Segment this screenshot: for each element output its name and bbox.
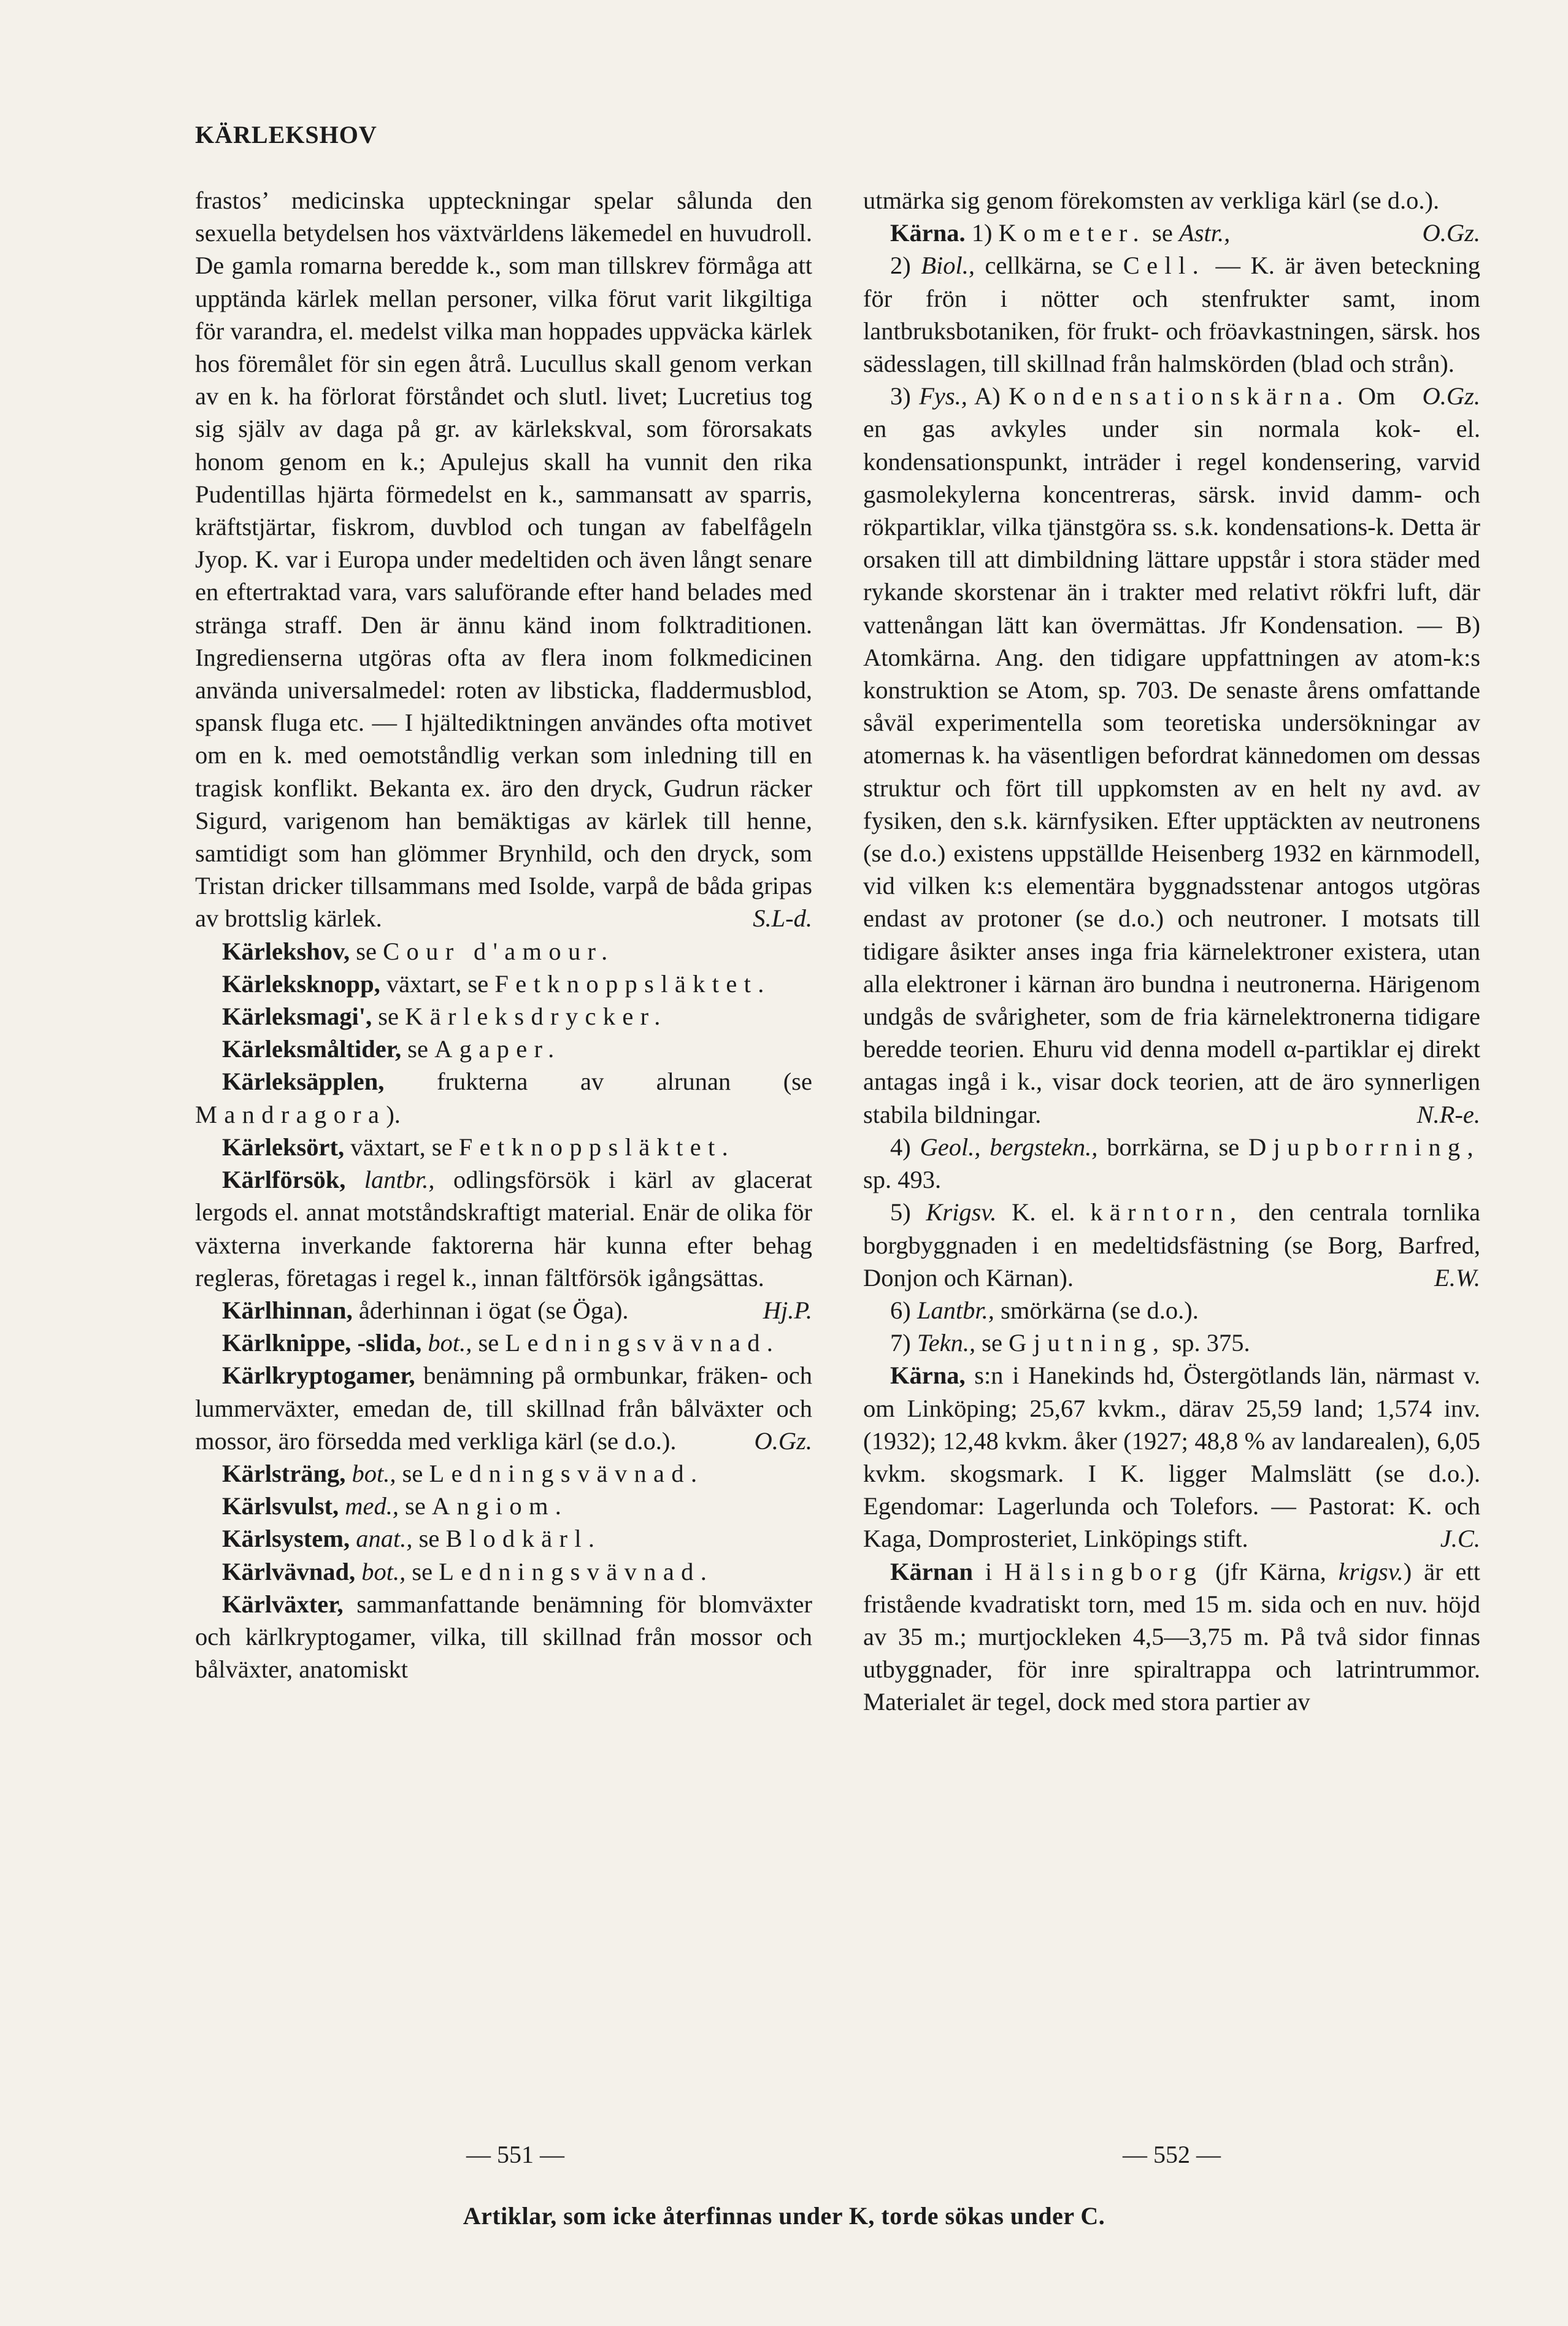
headword: Kärlväxter, (222, 1590, 344, 1618)
headword: Kärlhinnan, (222, 1296, 353, 1324)
field-label: Tekn., (917, 1329, 976, 1357)
footer-note: Artiklar, som icke återfinnas under K, torde sökas under C. (463, 2202, 1105, 2230)
entry (195, 1327, 812, 1359)
entry-text: 2) (890, 252, 921, 280)
entry-text: (jfr Kärna, (1203, 1557, 1339, 1585)
field-label: med., (339, 1492, 399, 1520)
author-signature: N.R-e. (1416, 1100, 1480, 1128)
author-signature: Hj.P. (763, 1296, 812, 1324)
entry-text: se (1145, 219, 1179, 247)
cross-reference: Fetknoppsläktet. (494, 969, 771, 998)
entry-text: se (396, 1459, 429, 1487)
entry (195, 1294, 812, 1327)
headword: Kärnan (890, 1557, 974, 1585)
entry (863, 1555, 1480, 1719)
field-label: Astr., (1178, 219, 1231, 247)
cross-reference: Mandragora (195, 1100, 386, 1128)
cross-reference: Cell. (1123, 252, 1206, 280)
cross-reference: Hälsingborg (1004, 1557, 1204, 1585)
entry-text: se (401, 1035, 435, 1063)
entry-text: växtart, se (344, 1133, 459, 1161)
entry-text: smörkärna (se d.o.). (994, 1296, 1199, 1324)
headword: Kärleksäpplen, (222, 1068, 385, 1096)
entry-text: se (372, 1003, 405, 1031)
entry-text: K. el. (996, 1198, 1091, 1227)
entry (195, 1359, 812, 1457)
headword: Kärlknippe, -slida, (222, 1329, 422, 1357)
field-label: Fys., (919, 382, 967, 410)
entry (863, 217, 1480, 249)
cross-reference: Ledningsvävnad. (505, 1329, 780, 1357)
entry-text: se (405, 1557, 439, 1585)
cross-reference: Cour d'amour. (383, 937, 615, 965)
entry-text: 3) (890, 382, 920, 410)
field-label: Biol., (921, 252, 975, 280)
entry-text: frastos’ medicinska uppteckningar spelar sålunda den sexuella betydelsen hos växtvärldens läkemedel en huvudroll. De gamla romarna beredde k., som man tillskrev förmåga att upptända kärlek mellan personer, vilka förut varit likgiltiga för varandra, el. medelst vilka man hoppades uppväcka kärlek hos föremålet för sin egen åtrå. Lucullus skall genom verkan av en k. ha förlorat förståndet och slutl. livet; Lucretius tog sig själv av daga på gr. av kärlekskval, som förorsakats honom genom en k.; Apulejus skall ha vunnit den rika Pudentillas hjärta förmedelst en k., sammansatt av sparris, kräftstjärtar, fiskrom, duvblod och tungan av fabelfågeln Jyop. K. var i Europa under medeltiden och även långt senare en eftertraktad vara, vars saluförande efter hand belades med stränga straff. Den är ännu känd inom folktraditionen. Ingredienserna utgöras ofta av flera inom folkmedicinen använda universalmedel: roten av libsticka, fladdermusblod, spansk fluga etc. — I hjältediktningen användes ofta motivet om en k. med oemotståndlig verkan som inledning till en tragisk konflikt. Bekanta ex. äro den dryck, Gudrun räcker Sigurd, varigenom han bemäktigas av kärlek till henne, samtidigt som han glömmer Brynhild, och den dryck, som Tristan dricker tillsammans med Isolde, varpå de båda gripas av brottslig kärlek. (195, 187, 812, 933)
entry (195, 1457, 812, 1490)
headword: Kärlkryptogamer, (222, 1361, 415, 1390)
entry-text: se (399, 1492, 432, 1520)
headword: Kärlsvulst, (222, 1492, 339, 1520)
cross-reference: kärntorn, (1090, 1198, 1243, 1227)
cross-reference: Kometer. (998, 219, 1146, 247)
cross-reference: Gjutning, (1009, 1329, 1166, 1357)
cross-reference: Kondensationskärna. (1009, 382, 1350, 410)
cross-reference: Fetknoppsläktet. (458, 1133, 736, 1161)
entry-text: 1) (965, 219, 999, 247)
entry (195, 1522, 812, 1555)
entry-text: växtart, se (380, 969, 495, 998)
entry-text: sp. 375. (1166, 1329, 1250, 1357)
author-signature: E.W. (1434, 1263, 1480, 1292)
cross-reference: Ledningsvävnad. (439, 1557, 714, 1585)
entry (863, 1359, 1480, 1555)
left-column (195, 184, 812, 1685)
author-signature: O.Gz. (1422, 219, 1480, 247)
entry (863, 380, 1480, 1131)
entry (195, 935, 812, 968)
field-label: krigsv. (1338, 1557, 1404, 1585)
entry (195, 1588, 812, 1686)
entry (195, 1033, 812, 1065)
entry-text: odlingsförsök i kärl av glacerat lergods el. annat motståndskraftigt material. Enär de olika för växterna inverkande faktorerna här kunna efter behag regleras, företagas i regel k., innan fältförsök igångsättas. (195, 1166, 812, 1292)
author-signature: O.Gz. (754, 1427, 812, 1455)
author-signature: J.C. (1440, 1525, 1480, 1553)
entry-text: den centrala tornlika borgbyggnaden i en medeltidsfästning (se Borg, Barfred, Donjon och Kärnan). (863, 1198, 1480, 1292)
headword: Kärlekshov, (222, 937, 350, 965)
field-label: anat., (350, 1525, 413, 1553)
entry-text: 5) (890, 1198, 926, 1227)
entry-text: utmärka sig genom förekomsten av verkliga kärl (se d.o.). (863, 187, 1440, 214)
headword: Kärleksört, (222, 1133, 345, 1161)
cross-reference: Ledningsvävnad. (429, 1459, 704, 1487)
field-label: lantbr., (345, 1166, 435, 1194)
entry (195, 1000, 812, 1033)
cross-reference: Djupborrning, (1248, 1133, 1480, 1161)
entry (863, 1131, 1480, 1196)
entry (195, 184, 812, 935)
page-number-right: — 552 — (1123, 2141, 1221, 2168)
entry-text: benämning på ormbunkar, fräken- och lummerväxter, emedan de, till skillnad från bålväxter och mossor, äro försedda med verkliga kärl (se d.o.). (195, 1361, 812, 1455)
headword: Kärna. (890, 219, 966, 247)
running-header: KÄRLEKSHOV (195, 121, 377, 148)
cross-reference: Agaper. (434, 1035, 561, 1063)
entry-text: s:n i Hanekinds hd, Östergötlands län, närmast v. om Linköping; 25,67 kvkm., därav 25,59 land; 1,574 inv. (1932); 12,48 kvkm. åker (1927; 48,8 % av landarealen), 6,05 kvkm. skogsmark. I K. ligger Malmslätt (se d.o.). Egendomar: Lagerlunda och Tolefors. — Pastorat: K. och Kaga, Domprosteriet, Linköpings stift. (863, 1361, 1480, 1553)
entry-text: i (973, 1557, 1005, 1585)
field-label: Geol., bergstekn., (920, 1133, 1098, 1161)
headword: Kärlsträng, (222, 1459, 346, 1487)
entry-text: frukterna av alrunan (se (384, 1068, 812, 1096)
field-label: Lantbr., (917, 1296, 994, 1324)
entry-text: cellkärna, se (974, 252, 1123, 280)
entry (863, 1196, 1480, 1294)
field-label: Krigsv. (926, 1198, 997, 1227)
right-column (863, 184, 1480, 1719)
entry-text: borrkärna, se (1097, 1133, 1248, 1161)
headword: Kärleksmagi', (222, 1003, 372, 1031)
field-label: bot., (345, 1459, 396, 1487)
entry-text: ) är ett fristående kvadratiskt torn, med 15 m. sida och en nuv. höjd av 35 m.; murtjockleken 4,5—3,75 m. På två sidor finnas utbyggnader, för inre spiraltrappa och latrintrummor. Materialet är tegel, dock med stora partier av (863, 1557, 1480, 1716)
author-signature: S.L-d. (753, 904, 812, 933)
entry-text: sp. 493. (863, 1166, 942, 1194)
entry (195, 1065, 812, 1130)
cross-reference: Blodkärl. (445, 1525, 602, 1553)
page-number-left: — 551 — (466, 2141, 564, 2168)
headword: Kärlförsök, (222, 1166, 346, 1194)
headword: Kärna, (890, 1361, 966, 1390)
headword: Kärleksmåltider, (222, 1035, 402, 1063)
entry (863, 1327, 1480, 1359)
entry (195, 1555, 812, 1588)
entry-text: ). (386, 1100, 401, 1128)
entry-text: se (975, 1329, 1009, 1357)
field-label: bot., (421, 1329, 472, 1357)
field-label: bot., (355, 1557, 406, 1585)
author-signature: O.Gz. (1422, 382, 1480, 410)
entry-text: — K. är även beteckning för frön i nötter och stenfrukter samt, inom lantbruksbotaniken, för frukt- och fröavkastningen, särsk. hos sädesslagen, till skillnad från halmskörden (blad och strån). (863, 252, 1480, 378)
entry-text: 4) (890, 1133, 920, 1161)
entry-text: A) (967, 382, 1009, 410)
entry (195, 1490, 812, 1522)
entry-text: Om en gas avkyles under sin normala kok- el. kondensationspunkt, inträder i regel kondensering, varvid gasmolekylerna koncentreras, särsk. invid damm- och rökpartiklar, vilka tjänstgöra ss. s.k. kondensations-k. Detta är orsaken till att dimbildning lättare uppstår i stora städer med rykande skorstenar än i trakter med relativt rökfri luft, där vattenångan lätt kan övermättas. Jfr Kondensation. — B) Atomkärna. Ang. den tidigare uppfattningen av atom-k:s konstruktion se Atom, sp. 703. De senaste årens omfattande såväl experimentella som teoretiska undersökningar av atomernas k. ha väsentligen befordrat kännedomen om dessas struktur och fört till uppkomsten av en helt ny avd. av fysiken, den s.k. kärnfysiken. Efter upptäckten av neutronens (se d.o.) existens uppställde Heisenberg 1932 en kärnmodell, vid vilken k:s elementära byggnadsstenar antogos utgöras endast av protoner (se d.o.) och neutroner. I motsats till tidigare åsikter anses inga fria kärnelektroner existera, utan alla elektroner i kärnan äro bundna i neutronerna. Härigenom undgås de svårigheter, som de fria kärnelektronerna tidigare beredde teorien. Ehuru vid denna modell α-partiklar ej direkt antagas ingå i k., visar dock teorien, att de äro synnerligen stabila bildningar. (863, 382, 1480, 1128)
entry (863, 1294, 1480, 1327)
entry-text: 7) (890, 1329, 917, 1357)
entry-text: se (412, 1525, 446, 1553)
entry-text: se (472, 1329, 505, 1357)
headword: Kärleksknopp, (222, 969, 380, 998)
headword: Kärlvävnad, (222, 1557, 356, 1585)
cross-reference: Angiom. (432, 1492, 569, 1520)
headword: Kärlsystem, (222, 1525, 350, 1553)
cross-reference: Kärleksdrycker. (405, 1003, 667, 1031)
entry-text: sammanfattande benämning för blomväxter och kärlkryptogamer, vilka, till skillnad från mossor och bålväxter, anatomiskt (195, 1590, 812, 1684)
entry (195, 968, 812, 1000)
entry-text: 6) (890, 1296, 917, 1324)
entry-text: se (350, 937, 383, 965)
entry (195, 1131, 812, 1163)
entry-text: åderhinnan i ögat (se Öga). (352, 1296, 629, 1324)
